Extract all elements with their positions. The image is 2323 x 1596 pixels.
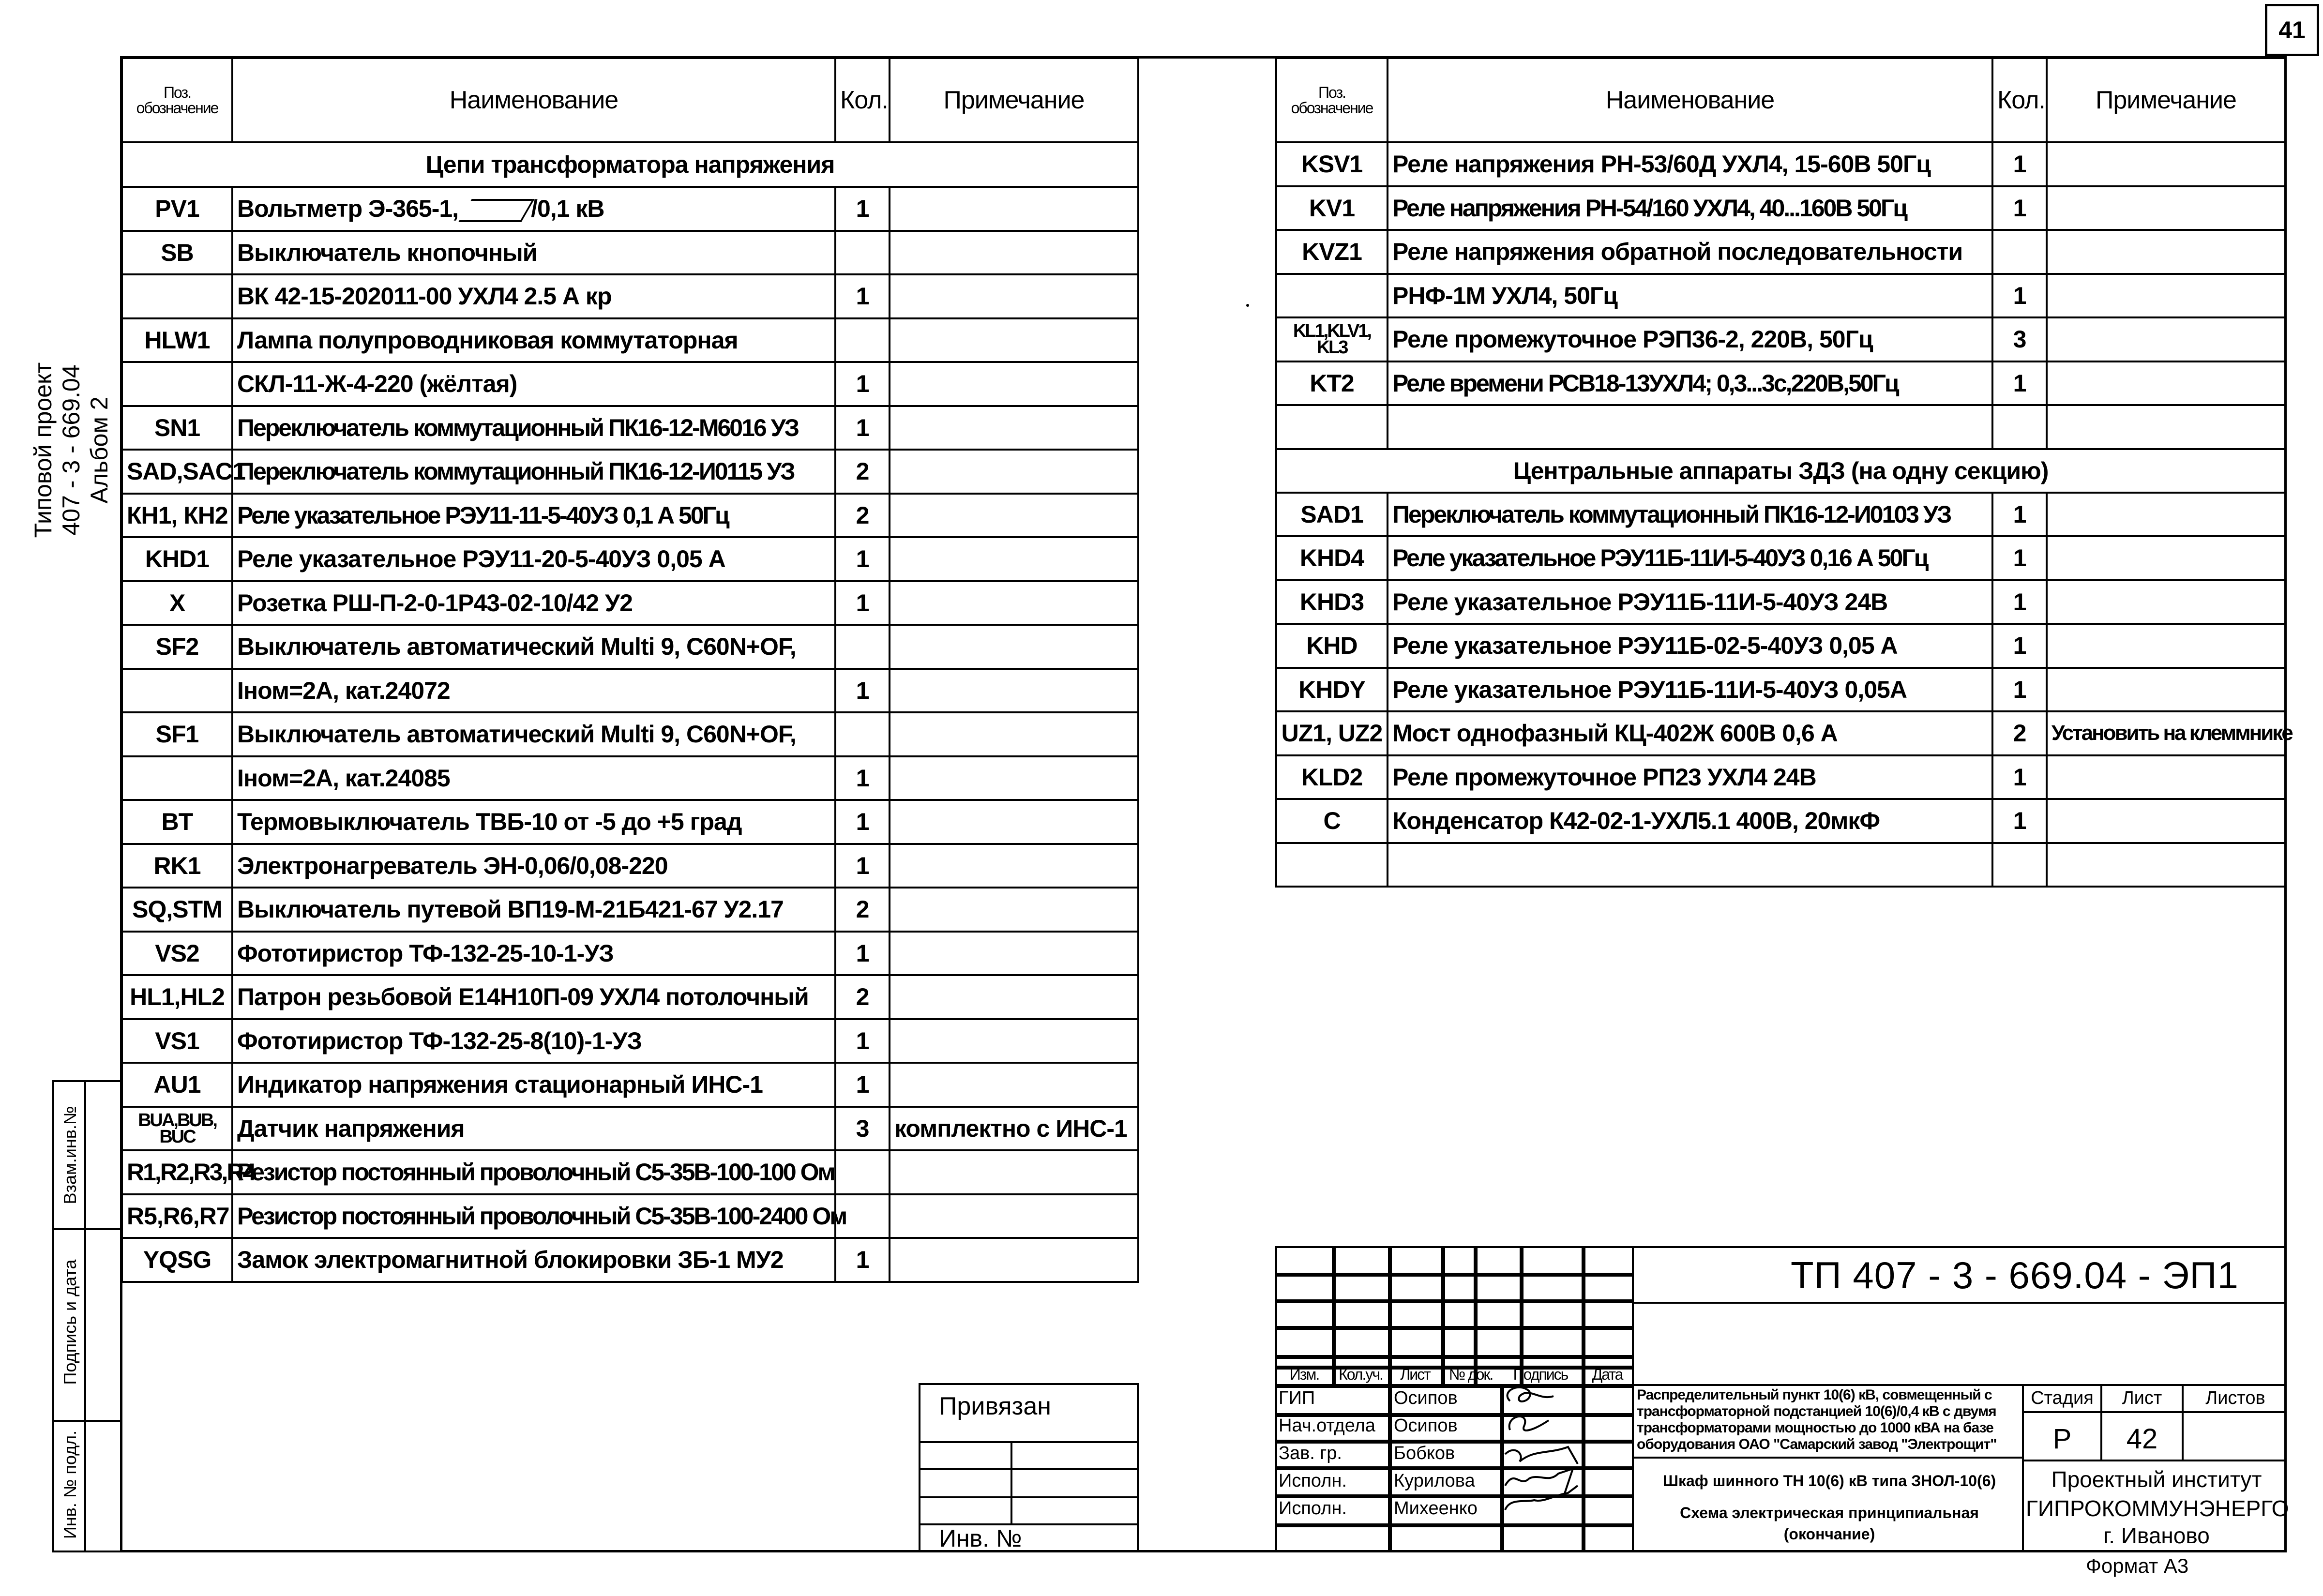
pos-header-line1: Поз. — [164, 84, 191, 101]
name-cell: Реле указательное РЭУ11-11-5-40УЗ 0,1 А 50Гц — [232, 494, 835, 538]
section-title: Цепи трансформатора напряжения — [122, 142, 1138, 187]
name-cell: Реле указательное РЭУ11Б-02-5-40УЗ 0,05 А — [1388, 624, 1992, 668]
signature-2 — [1509, 1416, 1549, 1430]
name-cell: Термовыключатель ТВБ-10 от -5 до +5 град — [232, 800, 835, 844]
signature-1 — [1508, 1387, 1554, 1401]
sheet-number: 41 — [2265, 4, 2319, 56]
pos-cell: R1,R2,R3,R4 — [122, 1150, 232, 1194]
note-header: Примечание — [890, 58, 1138, 142]
name-cell: Переключатель коммутационный ПК16-12-И0103 УЗ — [1388, 493, 1992, 537]
pos-line1: BUA,BUB, — [138, 1110, 216, 1130]
stage-value: Р — [2052, 1423, 2072, 1455]
note-cell: Установить на клеммнике — [2047, 711, 2285, 755]
name-cell: Реле промежуточное РП23 УХЛ4 24В — [1388, 755, 1992, 799]
pos-cell: SQ,STM — [122, 888, 232, 932]
qty-cell: 2 — [835, 450, 890, 494]
qty-header: Кол. — [1992, 58, 2047, 142]
qty-cell: 1 — [835, 844, 890, 888]
role-label: ГИП — [1279, 1388, 1315, 1408]
pos-cell: PV1 — [122, 187, 232, 231]
privyazan-vline — [1011, 1441, 1012, 1523]
strip-label-1: Взам.инв.№ — [60, 1106, 80, 1205]
qty-cell: 3 — [1992, 317, 2047, 361]
inv-no-label: Инв. № — [939, 1525, 1022, 1552]
name-cell: РНФ-1М УХЛ4, 50Гц — [1388, 274, 1992, 318]
name-cell: Выключатель кнопочный — [232, 231, 835, 275]
qty-cell: 1 — [835, 669, 890, 713]
pos-header-line2: обозначение — [1291, 99, 1373, 117]
name-header: Наименование — [232, 58, 835, 142]
desc-bottom-divider — [1632, 1457, 2024, 1459]
pos-cell: KT2 — [1276, 361, 1388, 406]
stage-col-divider — [2100, 1384, 2102, 1461]
privyazan-line1 — [919, 1441, 1139, 1443]
rev-hline — [1275, 1299, 1632, 1303]
privyazan-label: Привязан — [939, 1392, 1052, 1420]
qty-cell: 1 — [1992, 361, 2047, 406]
qty-cell: 1 — [835, 537, 890, 581]
org-line2: ГИПРОКОММУНЭНЕРГО — [2026, 1496, 2289, 1521]
side-title-line3: Альбом 2 — [86, 396, 113, 504]
name-cell: Реле указательное РЭУ11Б-11И-5-40УЗ 0,16 А 50Гц — [1388, 536, 1992, 580]
pos-cell: HLW1 — [122, 318, 232, 362]
signatures-graphic — [1500, 1382, 1636, 1517]
pos-cell: KV1 — [1276, 186, 1388, 230]
name-cell: Розетка РШ-П-2-0-1Р43-02-10/42 У2 — [232, 581, 835, 625]
pos-line2: KL3 — [1316, 337, 1347, 358]
qty-cell: 1 — [835, 800, 890, 844]
pos-cell: SF1 — [122, 712, 232, 756]
name-prefix: Вольтметр Э-365-1, — [237, 195, 459, 223]
rev-hline — [1275, 1326, 1632, 1330]
qty-cell: 1 — [1992, 799, 2047, 843]
col-header-label: № док. — [1448, 1366, 1493, 1383]
rev-vline — [1332, 1246, 1336, 1384]
name-cell: Реле промежуточное РЭП36-2, 220В, 50Гц — [1388, 317, 1992, 361]
qty-cell: 2 — [835, 494, 890, 538]
pos-cell: KHD1 — [122, 537, 232, 581]
pos-cell: KLD2 — [1276, 755, 1388, 799]
doc-code-divider — [1632, 1302, 2287, 1304]
role-label: Исполн. — [1279, 1498, 1347, 1519]
name-cell: Реле напряжения РН-53/60Д УХЛ4, 15-60В 50Гц — [1388, 142, 1992, 186]
name-cell: Iном=2А, кат.24072 — [232, 669, 835, 713]
qty-cell: 1 — [835, 1238, 890, 1282]
pos-cell: KHD4 — [1276, 536, 1388, 580]
col-header-label: Лист — [1400, 1366, 1430, 1383]
name-cell: Фототиристор ТФ-132-25-8(10)-1-УЗ — [232, 1019, 835, 1063]
col-header-label: Кол.уч. — [1339, 1366, 1383, 1383]
sheet-col-divider — [2182, 1384, 2184, 1461]
privyazan-line2 — [919, 1468, 1139, 1470]
col-header-label: Подпись — [1513, 1366, 1568, 1383]
description-line1: Распределительный пункт 10(6) кВ, совмещенный с — [1637, 1387, 1992, 1403]
sheet-title-line1: Шкаф шинного ТН 10(6) кВ типа ЗНОЛ-10(6) — [1662, 1472, 1996, 1490]
name-cell: Реле напряжения РН-54/160 УХЛ4, 40...160В 50Гц — [1388, 186, 1992, 230]
rev-hline — [1275, 1355, 1632, 1359]
role-vline-1 — [1388, 1384, 1392, 1552]
pos-cell: VS1 — [122, 1019, 232, 1063]
rev-vline — [1441, 1246, 1445, 1384]
org-line1: Проектный институт — [2051, 1467, 2262, 1492]
role-hline — [1275, 1523, 1632, 1527]
name-cell: Замок электромагнитной блокировки ЗБ-1 МУ2 — [232, 1238, 835, 1282]
strip-label-3: Инв. № подл. — [60, 1430, 80, 1539]
name-cell: СКЛ-11-Ж-4-220 (жёлтая) — [232, 362, 835, 406]
qty-cell: 1 — [1992, 274, 2047, 318]
qty-cell: 1 — [1992, 668, 2047, 712]
name-cell: Электронагреватель ЭН-0,06/0,08-220 — [232, 844, 835, 888]
pos-cell: C — [1276, 799, 1388, 843]
pos-cell: KSV1 — [1276, 142, 1388, 186]
pos-header-line1: Поз. — [1318, 84, 1345, 101]
qty-cell: 1 — [835, 406, 890, 450]
name-cell: Фототиристор ТФ-132-25-10-1-УЗ — [232, 932, 835, 976]
pos-cell: KVZ1 — [1276, 230, 1388, 274]
side-title-line2: 407 - 3 - 669.04 — [58, 364, 85, 536]
name-cell: Реле времени РСВ18-13УХЛ4; 0,3...3с,220В,50Гц — [1388, 361, 1992, 406]
name-cell: Выключатель автоматический Multi 9, C60N+OF, — [232, 625, 835, 669]
qty-header: Кол. — [835, 58, 890, 142]
name-cell: Лампа полупроводниковая коммутаторная — [232, 318, 835, 362]
role-label: Нач.отдела — [1279, 1415, 1375, 1436]
description-line2: трансформаторной подстанцией 10(6)/0,4 кВ с двумя — [1637, 1403, 1996, 1419]
privyazan-line3 — [919, 1496, 1139, 1498]
name-cell: Реле напряжения обратной последовательности — [1388, 230, 1992, 274]
rev-vline — [1474, 1246, 1478, 1384]
name-cell: Реле указательное РЭУ11Б-11И-5-40УЗ 0,05А — [1388, 668, 1992, 712]
pos-cell: YQSG — [122, 1238, 232, 1282]
pos-cell: KHDY — [1276, 668, 1388, 712]
person-name: Осипов — [1394, 1415, 1458, 1436]
qty-cell: 1 — [835, 1019, 890, 1063]
role-label: Исполн. — [1279, 1471, 1347, 1491]
role-label: Зав. гр. — [1279, 1443, 1342, 1463]
note-header: Примечание — [2047, 58, 2285, 142]
person-name: Бобков — [1394, 1443, 1455, 1463]
sheet-label: Лист — [2122, 1388, 2162, 1408]
pos-cell: KHD — [1276, 624, 1388, 668]
name-cell: Iном=2А, кат.24085 — [232, 756, 835, 800]
name-cell: Индикатор напряжения стационарный ИНС-1 — [232, 1063, 835, 1107]
col-header-label: Изм. — [1289, 1366, 1319, 1383]
qty-cell: 1 — [835, 581, 890, 625]
qty-cell: 1 — [835, 362, 890, 406]
sheet-value: 42 — [2126, 1423, 2158, 1455]
stage-bottom-divider — [2022, 1460, 2287, 1461]
pos-cell: UZ1, UZ2 — [1276, 711, 1388, 755]
name-cell: Реле указательное РЭУ11-20-5-40УЗ 0,05 А — [232, 537, 835, 581]
description-line4: оборудования ОАО "Самарский завод "Электрощит" — [1637, 1436, 1997, 1452]
side-title-line1: Типовой проект — [30, 362, 57, 538]
name-cell: Патрон резьбовой Е14Н10П-09 УХЛ4 потолочный — [232, 975, 835, 1019]
pos-cell: SN1 — [122, 406, 232, 450]
rev-vline — [1582, 1246, 1585, 1384]
pos-cell: AU1 — [122, 1063, 232, 1107]
qty-cell: 1 — [1992, 580, 2047, 624]
description-line3: трансформаторами мощностью до 1000 кВА на базе — [1637, 1420, 1993, 1436]
pos-cell: X — [122, 581, 232, 625]
name-cell: Резистор постоянный проволочный С5-35В-100-2400 Ом — [232, 1194, 835, 1238]
pos-cell: КН1, КН2 — [122, 494, 232, 538]
sheet-title-line3: (окончание) — [1783, 1525, 1875, 1543]
sheet-title-line2: Схема электрическая принципиальная — [1680, 1504, 1979, 1521]
name-suffix: /0,1 кВ — [531, 195, 604, 223]
note-cell: комплектно с ИНС-1 — [890, 1107, 1138, 1151]
name-cell: Мост однофазный КЦ-402Ж 600В 0,6 А — [1388, 711, 1992, 755]
person-name: Осипов — [1394, 1388, 1458, 1408]
name-cell: Реле указательное РЭУ11Б-11И-5-40УЗ 24В — [1388, 580, 1992, 624]
name-cell: Выключатель автоматический Multi 9, C60N+OF, — [232, 712, 835, 756]
name-cell: Переключатель коммутационный ПК16-12-И0115 УЗ — [232, 450, 835, 494]
qty-cell: 1 — [1992, 755, 2047, 799]
strip-label-2: Подпись и дата — [60, 1259, 80, 1385]
pos-cell: SF2 — [122, 625, 232, 669]
pos-cell: SB — [122, 231, 232, 275]
pos-header-line2: обозначение — [136, 99, 218, 117]
pos-cell: HL1,HL2 — [122, 975, 232, 1019]
qty-cell: 2 — [835, 975, 890, 1019]
document-code: ТП 407 - 3 - 669.04 - ЭП1 — [1791, 1254, 2239, 1296]
pos-line2: BUC — [159, 1126, 195, 1147]
qty-cell: 3 — [835, 1107, 890, 1151]
qty-cell: 2 — [835, 888, 890, 932]
qty-cell: 1 — [1992, 142, 2047, 186]
name-cell: Датчик напряжения — [232, 1107, 835, 1151]
section-title: Центральные аппараты ЗДЗ (на одну секцию) — [1276, 449, 2285, 493]
name-cell: Резистор постоянный проволочный С5-35В-100-100 Ом — [232, 1150, 835, 1194]
name-cell: ВК 42-15-202011-00 УХЛ4 2.5 А кр — [232, 274, 835, 318]
stray-mark — [1246, 304, 1249, 307]
stage-label: Стадия — [2031, 1388, 2094, 1408]
name-cell: Выключатель путевой ВП19-М-21Б421-67 У2.17 — [232, 888, 835, 932]
pos-cell: BT — [122, 800, 232, 844]
pos-cell: R5,R6,R7 — [122, 1194, 232, 1238]
pos-cell: VS2 — [122, 932, 232, 976]
qty-cell: 1 — [1992, 624, 2047, 668]
qty-cell: 1 — [1992, 186, 2047, 230]
col-header-label: Дата — [1592, 1366, 1623, 1383]
qty-cell: 1 — [1992, 536, 2047, 580]
qty-cell: 1 — [835, 756, 890, 800]
rev-hline — [1275, 1273, 1632, 1277]
qty-cell: 1 — [835, 274, 890, 318]
pos-line1: KL1,KLV1, — [1293, 321, 1371, 342]
qty-cell: 1 — [1992, 493, 2047, 537]
pos-cell: SAD,SAC1 — [122, 450, 232, 494]
pos-cell: SAD1 — [1276, 493, 1388, 537]
rev-vline — [1388, 1246, 1392, 1384]
signature-3 — [1505, 1447, 1578, 1464]
person-name: Курилова — [1394, 1471, 1475, 1491]
rev-vline — [1520, 1246, 1524, 1384]
qty-cell: 1 — [835, 932, 890, 976]
person-name: Михеенко — [1394, 1498, 1478, 1519]
sheets-label: Листов — [2205, 1388, 2265, 1408]
pos-cell: RK1 — [122, 844, 232, 888]
format-label: Формат А3 — [2086, 1554, 2189, 1577]
org-line3: г. Иваново — [2103, 1523, 2210, 1548]
name-cell: Переключатель коммутационный ПК16-12-М6016 УЗ — [232, 406, 835, 450]
qty-cell: 1 — [835, 1063, 890, 1107]
pos-cell: KHD3 — [1276, 580, 1388, 624]
name-header: Наименование — [1388, 58, 1992, 142]
name-cell: Конденсатор К42-02-1-УХЛ5.1 400В, 20мкФ — [1388, 799, 1992, 843]
qty-cell: 1 — [835, 187, 890, 231]
qty-cell: 2 — [1992, 711, 2047, 755]
